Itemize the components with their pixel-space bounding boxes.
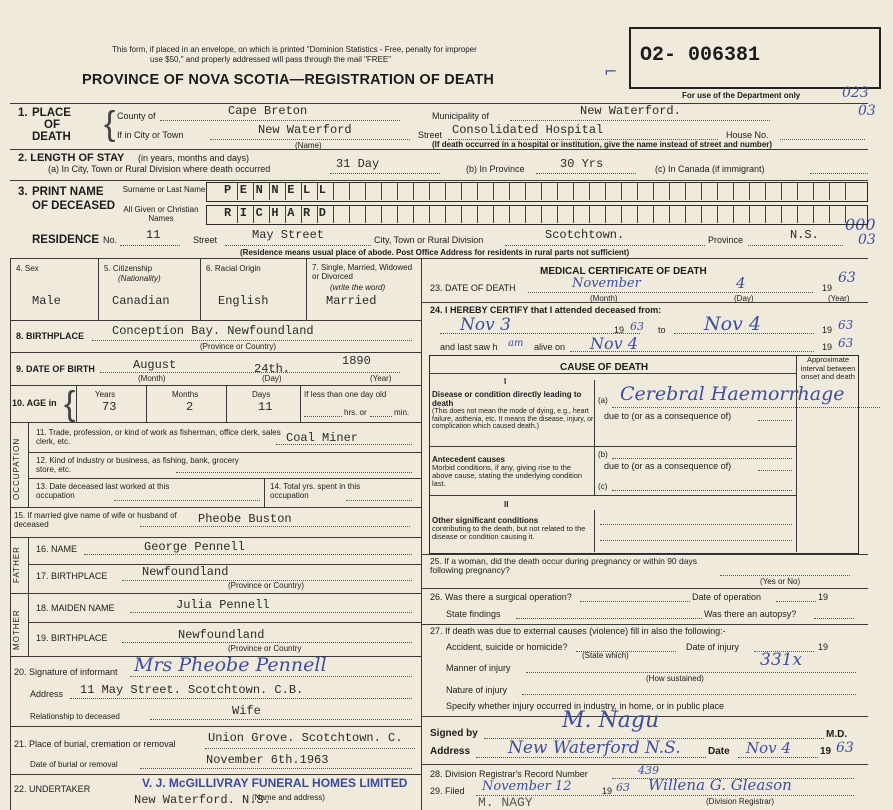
surname-label: Surname or Last Name (122, 185, 206, 194)
attend-to-year: 63 (838, 318, 854, 332)
q26-findings-label: State findings (446, 609, 501, 619)
signed-date: Nov 4 (746, 739, 791, 757)
dob-year: 1890 (342, 354, 371, 368)
father-birthplace: Newfoundland (142, 565, 229, 579)
interval-label: Approximate interval between onset and death (800, 355, 856, 381)
given-value: RICHARD (224, 206, 335, 220)
cause-a-value: Cerebral Haemorrhage (620, 383, 845, 405)
age-brace: { (64, 385, 76, 423)
sex-label: 4. Sex (16, 264, 39, 273)
injury-year-prefix: 19 (818, 642, 829, 652)
attend-from-prefix: 19 (614, 325, 625, 335)
q29-label: 29. Filed (430, 786, 465, 796)
informant-address: 11 May Street. Scotchtown. C.B. (80, 683, 304, 697)
undertaker-stamp: V. J. McGILLIVRAY FUNERAL HOMES LIMITED (142, 776, 408, 790)
q23-year: 63 (838, 270, 856, 286)
age-months: 2 (186, 400, 194, 414)
registrar-signature: Willena G. Gleason (648, 776, 792, 794)
medical-title: MEDICAL CERTIFICATE OF DEATH (540, 266, 707, 277)
stay-b-value: 30 Yrs (560, 157, 604, 171)
attend-to-prefix: 19 (822, 325, 833, 335)
q25-label: 25. If a woman, did the death occur during pregnancy or within 90 days following pregnancy? (430, 556, 697, 575)
q24-label: 24. I HEREBY CERTIFY that I attended deceased from: (430, 305, 662, 315)
residence-city: Scotchtown. (545, 228, 625, 242)
name-label-2: OF DECEASED (32, 200, 116, 212)
filed-date: November 12 (482, 779, 572, 794)
q23-day-note: (Day) (734, 294, 754, 303)
name-label-num: 3. (18, 186, 28, 198)
q25-note: (Yes or No) (760, 577, 801, 586)
q26-autopsy-label: Was there an autopsy? (704, 609, 797, 619)
residence-province: N.S. (790, 228, 819, 242)
q26-year-prefix: 19 (818, 592, 829, 602)
disease-note: (This does not mean the mode of dying, e.g., heart failure, asthenia, etc. It means the disease, injury, or complication which caused death.) (432, 408, 594, 430)
mother-maiden-label: 18. MAIDEN NAME (36, 603, 115, 613)
q23-label: 23. DATE OF DEATH (430, 283, 516, 293)
county-label: County of (117, 111, 156, 121)
last-saw-time: am (508, 338, 524, 349)
signed-year-prefix: 19 (820, 746, 832, 757)
physician-stamp-name: M. NAGY (478, 795, 533, 810)
father-note: (Province or Country) (228, 581, 305, 590)
q13-label: 13. Date deceased last worked at this occupation (36, 482, 170, 500)
dept-code-4: 03 (858, 232, 876, 248)
burial-place: Union Grove. Scotchtown. C. (208, 731, 403, 745)
residence-no-label: No. (103, 235, 118, 245)
mother-maiden: Julia Pennell (176, 598, 270, 612)
informant-address-label: Address (30, 689, 64, 699)
other-label: Other significant conditions (432, 516, 539, 525)
citizenship-note: (Nationality) (118, 274, 161, 283)
physician-address: New Waterford N.S. (508, 738, 681, 758)
father-birthplace-label: 17. BIRTHPLACE (36, 571, 108, 581)
mother-side-label: MOTHER (12, 609, 21, 650)
last-saw-label: and last saw h (440, 342, 498, 352)
signed-label: Signed by (430, 728, 478, 739)
q26-date-label: Date of operation (692, 592, 762, 602)
stay-c-label: (c) In Canada (if immigrant) (655, 164, 765, 174)
due-to-1: due to (or as a consequence of) (604, 411, 732, 421)
dob-day: 24th. (254, 362, 291, 376)
antecedent-label: Antecedent causes (432, 455, 505, 464)
form-title: PROVINCE OF NOVA SCOTIA—REGISTRATION OF DEATH (82, 72, 495, 88)
date-injury-label: Date of injury (686, 642, 740, 652)
relationship-value: Wife (232, 704, 261, 718)
municipality-value: New Waterford. (580, 104, 681, 118)
min-label: min. (394, 408, 410, 417)
q12-label: 12. Kind of industry or business, as fishing, bank, grocery store, etc. (36, 456, 239, 474)
alive-on-year: 63 (838, 336, 854, 350)
q11-label: 11. Trade, profession, or kind of work as fisherman, office clerk, sales clerk, etc. (36, 428, 281, 446)
alive-on-prefix: 19 (822, 342, 833, 352)
burial-date-label: Date of burial or removal (30, 760, 118, 769)
street-label: Street (418, 130, 443, 140)
mother-birthplace-label: 19. BIRTHPLACE (36, 633, 108, 643)
residence-street: May Street (252, 228, 325, 242)
mother-birthplace: Newfoundland (178, 628, 265, 642)
hrs-label: hrs. or (344, 408, 367, 417)
dept-use-label: For use of the Department only (682, 91, 801, 100)
manner-label: Manner of injury (446, 663, 511, 673)
to-label: to (658, 325, 666, 335)
dept-code-2: 03 (858, 103, 876, 119)
attend-from: Nov 3 (460, 315, 511, 335)
dob-month-note: (Month) (138, 374, 166, 383)
marital-note: (write the word) (330, 283, 386, 292)
envelope-note-1: This form, if placed in an envelope, on which is printed "Dominion Statistics - Free, penalty for improper (112, 45, 477, 54)
place-label-death: DEATH (32, 131, 71, 143)
physician-signature: M. Nagu (562, 708, 660, 733)
city-value: New Waterford (258, 123, 352, 137)
racial-value: English (218, 294, 269, 308)
brace: { (104, 105, 116, 143)
disease-label: Disease or condition directly leading to death (432, 390, 582, 408)
nature-label: Nature of injury (446, 685, 508, 695)
q27-label: 27. If death was due to external causes (violence) fill in also the following:- (430, 626, 726, 636)
place-label-of: OF (44, 119, 60, 131)
q23-day: 4 (736, 274, 746, 292)
q28-label: 28. Division Registrar's Record Number (430, 769, 588, 779)
alive-on: Nov 4 (590, 334, 638, 353)
stay-a-value: 31 Day (336, 157, 380, 171)
roman-2: II (504, 500, 509, 509)
undertaker-address: New Waterford. N.S. (134, 793, 271, 807)
sex-value: Male (32, 294, 61, 308)
residence-city-label: City, Town or Rural Division (374, 235, 484, 245)
alive-on-label: alive on (534, 342, 566, 352)
q14-label: 14. Total yrs. spent in this occupation (270, 482, 361, 500)
citizenship-value: Canadian (112, 294, 170, 308)
residence-note: (Residence means usual place of abode. Post Office Address for residents in rural parts not sufficient) (240, 248, 630, 257)
injury-code: 331x (760, 650, 803, 670)
stay-a-label: (a) In City, Town or Rural Division where death occurred (48, 164, 271, 174)
dob-label: 9. DATE OF BIRTH (16, 364, 95, 374)
citizenship-label: 5. Citizenship (104, 264, 153, 273)
q23-month: November (572, 276, 641, 291)
undertaker-note: (Name and address) (252, 793, 325, 802)
filed-year: 63 (616, 781, 630, 794)
residence-province-label: Province (708, 235, 744, 245)
less-day-label: If less than one day old (304, 390, 387, 399)
father-name: George Pennell (144, 540, 245, 554)
given-label: All Given or Christian Names (123, 205, 199, 223)
city-label: If in City or Town (117, 130, 184, 140)
md-label: M.D. (826, 729, 848, 740)
burial-date: November 6th.1963 (206, 753, 329, 767)
q26-label: 26. Was there a surgical operation? (430, 592, 572, 602)
stay-label-note: (in years, months and days) (138, 153, 250, 163)
racial-label: 6. Racial Origin (206, 264, 261, 273)
q28-value: 439 (638, 764, 659, 777)
state-which-note: (State which) (582, 651, 629, 660)
dob-year-note: (Year) (370, 374, 392, 383)
age-months-label: Months (172, 390, 199, 399)
dept-code-3: 000 (845, 215, 876, 234)
birthplace-note: (Province or Country) (200, 342, 277, 351)
informant-label: 20. Signature of informant (14, 667, 118, 677)
house-label: House No. (726, 130, 769, 140)
stay-b-label: (b) In Province (466, 164, 525, 174)
stay-label: 2. LENGTH OF STAY (18, 152, 125, 164)
registrar-note: (Division Registrar) (706, 797, 775, 806)
q23-year-note: (Year) (828, 294, 850, 303)
age-days-label: Days (252, 390, 271, 399)
county-value: Cape Breton (228, 104, 308, 118)
age-years-label: Years (95, 390, 116, 399)
other-note: contributing to the death, but not related to the disease or condition causing it. (432, 524, 586, 541)
marital-label: 7. Single, Married, Widowed or Divorced (312, 263, 413, 281)
q23-year-prefix: 19 (822, 283, 833, 293)
birthplace-label: 8. BIRTHPLACE (16, 331, 85, 341)
hospital-note: (If death occurred in a hospital or institution, give the name instead of street and number) (432, 140, 773, 149)
spouse-value: Pheobe Buston (198, 512, 292, 526)
place-label-num: 1. (18, 107, 28, 119)
filed-year-prefix: 19 (602, 786, 613, 796)
residence-label: RESIDENCE (32, 234, 100, 246)
residence-no: 11 (146, 228, 161, 242)
name-label: PRINT NAME (32, 186, 104, 198)
age-years: 73 (102, 400, 117, 414)
undertaker-label: 22. UNDERTAKER (14, 784, 91, 794)
residence-street-label: Street (193, 235, 218, 245)
father-side-label: FATHER (12, 546, 21, 583)
surname-value: PENNELL (224, 183, 335, 197)
attend-from-year: 63 (630, 320, 644, 333)
industry-label: Specify whether injury occurred in industry, in home, or in public place (446, 701, 724, 711)
cause-title: CAUSE OF DEATH (560, 362, 649, 373)
relationship-label: Relationship to deceased (30, 712, 120, 721)
father-name-label: 16. NAME (36, 544, 78, 554)
age-label: 10. AGE in (12, 398, 57, 408)
dept-code-1: 023 (842, 85, 869, 101)
place-label: PLACE (32, 107, 71, 119)
dob-day-note: (Day) (262, 374, 282, 383)
occupation-side-label: OCCUPATION (12, 437, 21, 500)
q11-value: Coal Miner (286, 431, 359, 445)
q23-month-note: (Month) (590, 294, 618, 303)
cause-c-label: (c) (598, 482, 608, 491)
cause-b-label: (b) (598, 450, 608, 459)
signed-date-label: Date (708, 746, 730, 757)
pen-mark: ⌐ (604, 62, 618, 81)
how-note: (How sustained) (646, 674, 704, 683)
due-to-2: due to (or as a consequence of) (604, 461, 732, 471)
municipality-label: Municipality of (432, 111, 490, 121)
mother-note: (Province or Country (228, 644, 302, 653)
antecedent-note: Morbid conditions, if any, giving rise to the above cause, stating the underlying condition last. (432, 463, 583, 488)
dob-month: August (133, 358, 177, 372)
birthplace-value: Conception Bay. Newfoundland (112, 324, 314, 338)
attend-to: Nov 4 (704, 313, 761, 335)
envelope-note-2: use $50," and properly addressed will pass through the mail "FREE" (150, 55, 392, 64)
burial-label: 21. Place of burial, cremation or removal (14, 739, 176, 749)
city-name-note: (Name) (295, 141, 322, 150)
accident-label: Accident, suicide or homicide? (446, 642, 568, 652)
cause-a-label: (a) (598, 396, 608, 405)
age-days: 11 (258, 400, 273, 414)
informant-signature: Mrs Pheobe Pennell (134, 654, 327, 676)
signed-address-label: Address (430, 746, 471, 757)
registration-number: O2- 006381 (640, 44, 761, 67)
spouse-label: 15. If married give name of wife or husband of deceased (14, 511, 177, 529)
marital-value: Married (326, 294, 377, 308)
roman-1: I (504, 377, 507, 386)
signed-year: 63 (836, 740, 854, 756)
street-value: Consolidated Hospital (452, 123, 604, 137)
